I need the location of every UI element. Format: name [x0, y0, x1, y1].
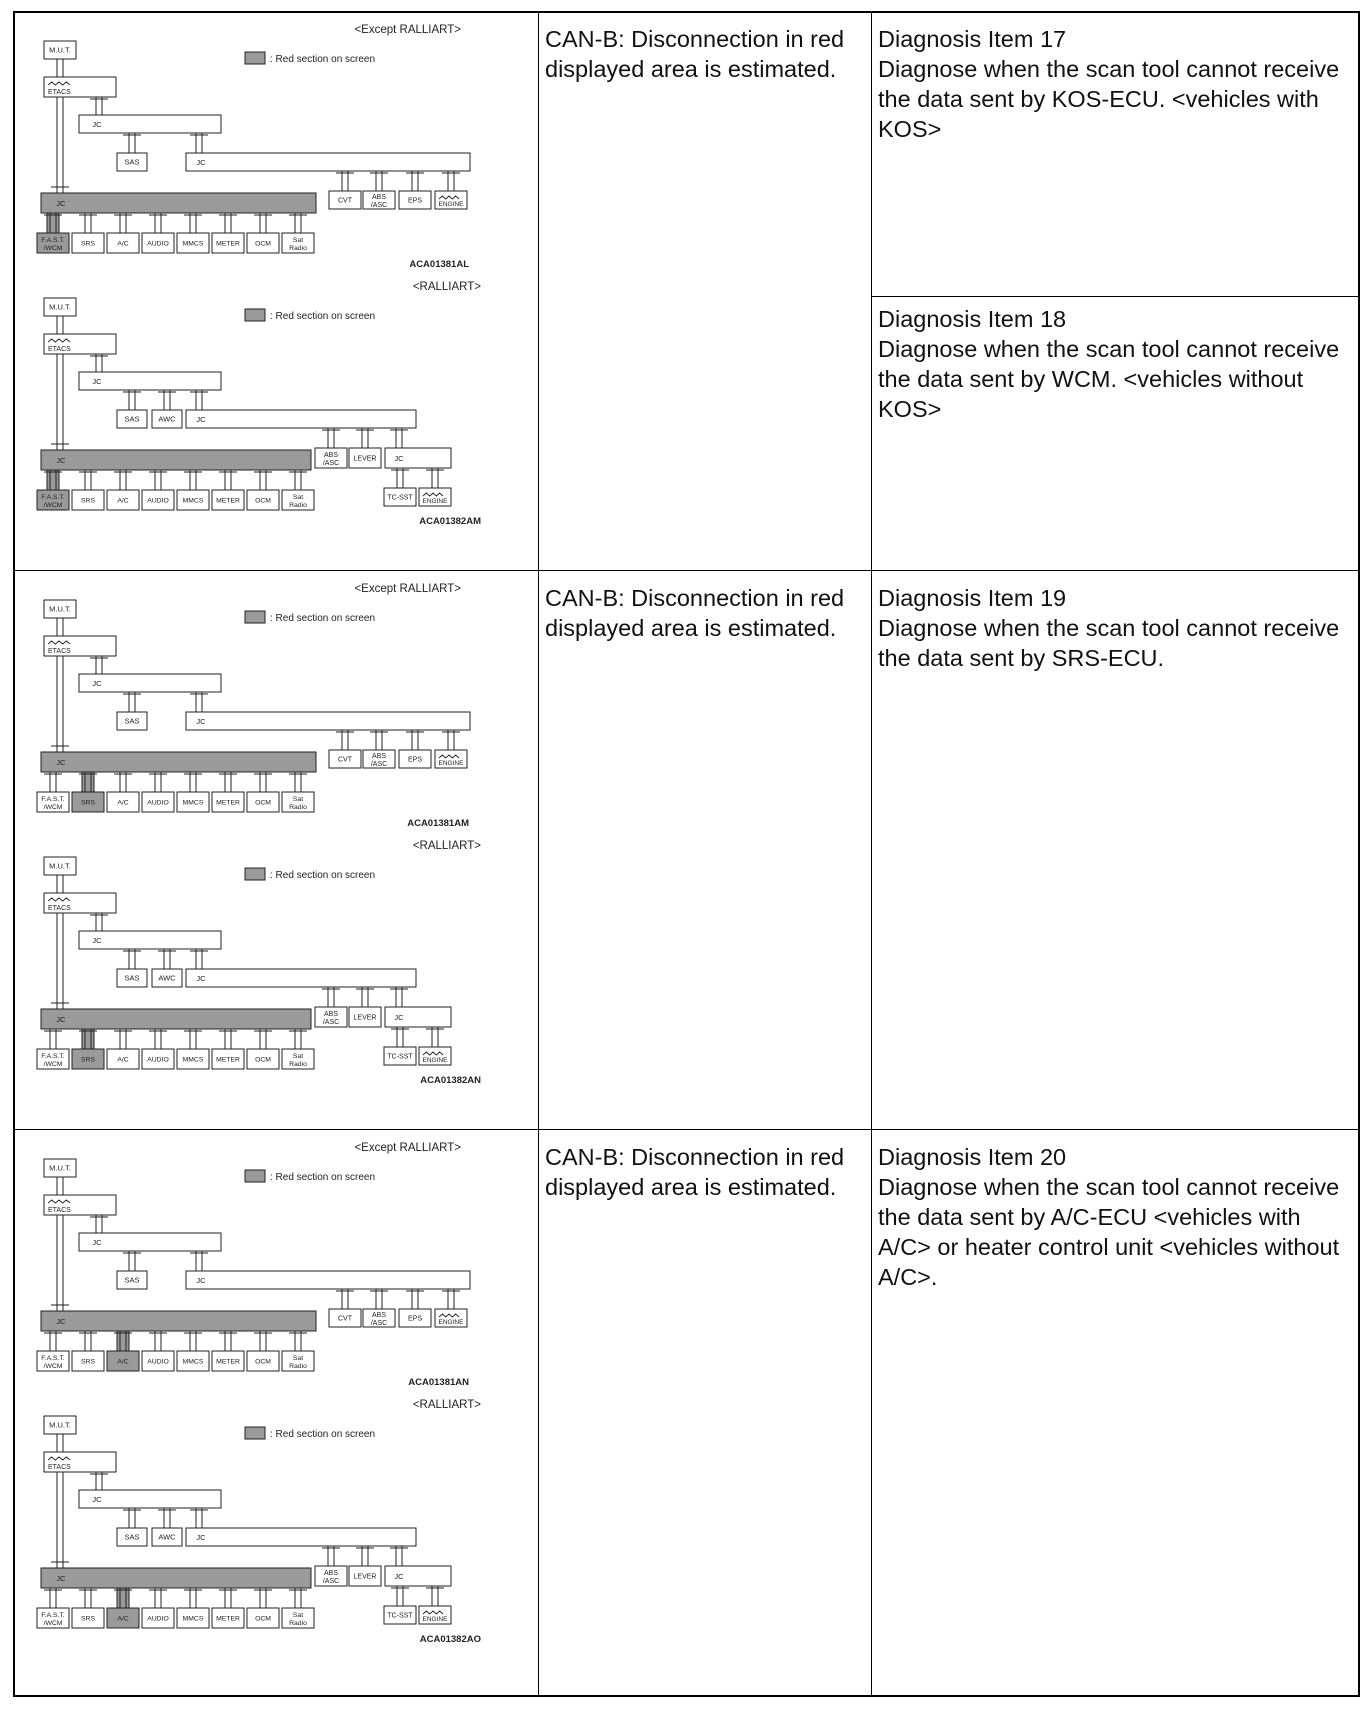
diagram-cell — [19, 574, 541, 1123]
satradio-box-label: Sat — [292, 237, 304, 244]
jc-label: JC — [56, 1015, 66, 1024]
mmcs-box-label: MMCS — [182, 1615, 204, 1623]
abs-box-label: ABS — [371, 1312, 387, 1319]
legend-swatch — [245, 309, 265, 321]
jc-label: JC — [92, 679, 102, 688]
can-bus-diagram — [19, 574, 541, 1123]
fast-box-label: F.A.S.T. — [41, 1612, 65, 1619]
abs-box-label: /ASC — [322, 1019, 340, 1026]
eps-box-label: EPS — [407, 197, 423, 205]
mut-box-label: M.U.T. — [49, 861, 71, 871]
jc-label: JC — [92, 936, 102, 945]
cell-divider — [871, 296, 1358, 297]
jc-label: JC — [196, 1533, 206, 1542]
fast-box-label: /WCM — [43, 244, 63, 252]
diagram-cell — [19, 15, 541, 564]
sas-box-label: SAS — [124, 414, 140, 424]
satradio-box-label: Sat — [292, 796, 304, 803]
satradio-box-label: Radio — [289, 1362, 307, 1370]
highlighted-drop — [82, 1029, 94, 1049]
jc-label: JC — [196, 974, 206, 983]
ac-box-label: A/C — [117, 1056, 129, 1064]
abs-box-label: ABS — [323, 1011, 339, 1018]
legend-text: : Red section on screen — [270, 54, 376, 65]
jc-label: JC — [56, 758, 66, 767]
fast-box-label: /WCM — [43, 803, 63, 811]
jc-label: JC — [56, 1317, 66, 1326]
engine-label: ENGINE — [438, 1319, 464, 1326]
meter-box-label: METER — [216, 1056, 240, 1064]
diagram-code: ACA01381AN — [408, 1377, 469, 1388]
abs-box-label: /ASC — [370, 761, 388, 768]
fast-box-label: /WCM — [43, 1060, 63, 1068]
engine-label: ENGINE — [438, 760, 464, 767]
fast-box-label: /WCM — [43, 1619, 63, 1627]
tcsst-box-label: TC-SST — [387, 494, 413, 502]
diagram-ralliart — [37, 1399, 481, 1645]
highlighted-drop — [47, 213, 59, 233]
awc-box-label: AWC — [158, 414, 176, 424]
diagram-variant-label: <Except RALLIART> — [354, 24, 461, 36]
legend-text: : Red section on screen — [270, 870, 376, 881]
satradio-box-label: Radio — [289, 501, 307, 509]
jc-box — [186, 1528, 416, 1546]
meter-box-label: METER — [216, 497, 240, 505]
audio-box-label: AUDIO — [147, 497, 169, 505]
satradio-box-label: Radio — [289, 1619, 307, 1627]
ac-box-label: A/C — [117, 799, 129, 807]
abs-box-label: /ASC — [322, 1578, 340, 1585]
jc-box — [186, 712, 470, 730]
sas-box-label: SAS — [124, 716, 140, 726]
ac-box-label: A/C — [117, 497, 129, 505]
satradio-box-label: Radio — [289, 803, 307, 811]
abs-box-label: ABS — [323, 452, 339, 459]
audio-box-label: AUDIO — [147, 240, 169, 248]
fast-box-label: F.A.S.T. — [41, 796, 65, 803]
abs-box-label: /ASC — [370, 202, 388, 209]
fast-box-label: F.A.S.T. — [41, 1355, 65, 1362]
diagram-except-ralliart — [37, 24, 470, 270]
satradio-box-label: Sat — [292, 1053, 304, 1060]
diagram-code: ACA01381AM — [407, 818, 469, 829]
jc-main-bus — [41, 450, 311, 470]
audio-box-label: AUDIO — [147, 799, 169, 807]
ac-box-label: A/C — [117, 240, 129, 248]
highlighted-drop — [117, 1331, 129, 1351]
cause-text: CAN-B: Disconnection in red displayed area is estimated. — [545, 1144, 845, 1200]
sas-box-label: SAS — [124, 1532, 140, 1542]
mut-box-label: M.U.T. — [49, 604, 71, 614]
row-divider — [15, 1129, 1358, 1130]
diagram-ralliart — [37, 840, 481, 1086]
diagram-code: ACA01382AM — [419, 516, 481, 527]
row-divider — [15, 570, 1358, 571]
mut-box-label: M.U.T. — [49, 1163, 71, 1173]
ocm-box-label: OCM — [255, 497, 271, 505]
legend-swatch — [245, 1427, 265, 1439]
jc-label: JC — [196, 1276, 206, 1285]
diagram-except-ralliart — [37, 583, 470, 829]
srs-box-label: SRS — [81, 1615, 95, 1623]
diagnosis-table — [13, 11, 1360, 1697]
jc-label: JC — [196, 415, 206, 424]
ocm-box-label: OCM — [255, 799, 271, 807]
meter-box-label: METER — [216, 799, 240, 807]
tcsst-box-label: TC-SST — [387, 1612, 413, 1620]
legend-swatch — [245, 52, 265, 64]
lever-box-label: LEVER — [353, 455, 377, 463]
meter-box-label: METER — [216, 1358, 240, 1366]
mut-box-label: M.U.T. — [49, 302, 71, 312]
engine-label: ENGINE — [422, 1616, 448, 1623]
diagram-code: ACA01381AL — [409, 259, 469, 270]
diagram-variant-label: <Except RALLIART> — [354, 1142, 461, 1154]
cause-text: CAN-B: Disconnection in red displayed area is estimated. — [545, 585, 845, 641]
jc-box — [186, 410, 416, 428]
ac-box-label: A/C — [117, 1615, 129, 1623]
etacs-label: ETACS — [48, 905, 71, 912]
diagram-code: ACA01382AO — [419, 1634, 481, 1645]
can-bus-diagram — [19, 1133, 541, 1682]
jc-label: JC — [394, 1572, 404, 1581]
diagram-ralliart — [37, 281, 481, 527]
meter-box-label: METER — [216, 1615, 240, 1623]
jc-main-bus — [41, 752, 316, 772]
jc-label: JC — [92, 1238, 102, 1247]
jc-main-bus — [41, 1009, 311, 1029]
legend-text: : Red section on screen — [270, 613, 376, 624]
can-bus-diagram — [19, 15, 541, 564]
jc-main-bus — [41, 193, 316, 213]
lever-box-label: LEVER — [353, 1014, 377, 1022]
diagram-variant-label: <RALLIART> — [412, 840, 481, 852]
abs-box-label: /ASC — [370, 1320, 388, 1327]
mmcs-box-label: MMCS — [182, 1358, 204, 1366]
eps-box-label: EPS — [407, 1315, 423, 1323]
etacs-label: ETACS — [48, 1464, 71, 1471]
audio-box-label: AUDIO — [147, 1056, 169, 1064]
fast-box-label: /WCM — [43, 501, 63, 509]
jc-main-bus — [41, 1568, 311, 1588]
diagnosis-item-text: Diagnosis Item 19 Diagnose when the scan tool cannot receive the data sent by SRS-ECU. — [878, 585, 1340, 671]
legend-text: : Red section on screen — [270, 311, 376, 322]
satradio-box-label: Sat — [292, 1355, 304, 1362]
sas-box-label: SAS — [124, 973, 140, 983]
meter-box-label: METER — [216, 240, 240, 248]
etacs-label: ETACS — [48, 1207, 71, 1214]
jc-label: JC — [394, 454, 404, 463]
cvt-box-label: CVT — [338, 1315, 352, 1323]
fast-box-label: F.A.S.T. — [41, 237, 65, 244]
fast-box-label: /WCM — [43, 1362, 63, 1370]
legend-swatch — [245, 1170, 265, 1182]
fast-box-label: F.A.S.T. — [41, 1053, 65, 1060]
diagnosis-item-text: Diagnosis Item 20 Diagnose when the scan tool cannot receive the data sent by A/C-ECU <vehicles with A/C> or heater control unit <vehicles without A/C>. — [878, 1144, 1340, 1290]
jc-label: JC — [92, 120, 102, 129]
jc-label: JC — [92, 377, 102, 386]
mut-box-label: M.U.T. — [49, 45, 71, 55]
legend-swatch — [245, 611, 265, 623]
mmcs-box-label: MMCS — [182, 799, 204, 807]
mut-box-label: M.U.T. — [49, 1420, 71, 1430]
satradio-box-label: Radio — [289, 244, 307, 252]
highlighted-drop — [82, 772, 94, 792]
srs-box-label: SRS — [81, 240, 95, 248]
jc-box — [186, 969, 416, 987]
jc-label: JC — [394, 1013, 404, 1022]
sas-box-label: SAS — [124, 1275, 140, 1285]
diagram-variant-label: <RALLIART> — [412, 281, 481, 293]
jc-label: JC — [56, 1574, 66, 1583]
satradio-box-label: Sat — [292, 494, 304, 501]
srs-box-label: SRS — [81, 799, 95, 807]
srs-box-label: SRS — [81, 497, 95, 505]
jc-label: JC — [56, 456, 66, 465]
mmcs-box-label: MMCS — [182, 240, 204, 248]
fast-box-label: F.A.S.T. — [41, 494, 65, 501]
jc-label: JC — [196, 717, 206, 726]
highlighted-drop — [47, 470, 59, 490]
diagram-cell — [19, 1133, 541, 1682]
diagram-variant-label: <Except RALLIART> — [354, 583, 461, 595]
column-divider — [871, 13, 872, 1695]
etacs-label: ETACS — [48, 648, 71, 655]
jc-box — [186, 153, 470, 171]
ocm-box-label: OCM — [255, 1056, 271, 1064]
audio-box-label: AUDIO — [147, 1358, 169, 1366]
jc-label: JC — [56, 199, 66, 208]
ac-box-label: A/C — [117, 1358, 129, 1366]
mmcs-box-label: MMCS — [182, 497, 204, 505]
engine-label: ENGINE — [422, 498, 448, 505]
jc-label: JC — [196, 158, 206, 167]
sas-box-label: SAS — [124, 157, 140, 167]
diagnosis-item-text: Diagnosis Item 17 Diagnose when the scan tool cannot receive the data sent by KOS-ECU. <vehicles with KOS> — [878, 26, 1340, 142]
awc-box-label: AWC — [158, 1532, 176, 1542]
srs-box-label: SRS — [81, 1358, 95, 1366]
mmcs-box-label: MMCS — [182, 1056, 204, 1064]
etacs-label: ETACS — [48, 89, 71, 96]
jc-label: JC — [92, 1495, 102, 1504]
legend-text: : Red section on screen — [270, 1172, 376, 1183]
eps-box-label: EPS — [407, 756, 423, 764]
audio-box-label: AUDIO — [147, 1615, 169, 1623]
legend-text: : Red section on screen — [270, 1429, 376, 1440]
abs-box-label: ABS — [323, 1570, 339, 1577]
engine-label: ENGINE — [438, 201, 464, 208]
tcsst-box-label: TC-SST — [387, 1053, 413, 1061]
jc-box — [186, 1271, 470, 1289]
highlighted-drop — [117, 1588, 129, 1608]
engine-label: ENGINE — [422, 1057, 448, 1064]
jc-main-bus — [41, 1311, 316, 1331]
diagnosis-item-text: Diagnosis Item 18 Diagnose when the scan tool cannot receive the data sent by WCM. <vehicles without KOS> — [878, 306, 1340, 422]
abs-box-label: /ASC — [322, 460, 340, 467]
ocm-box-label: OCM — [255, 1358, 271, 1366]
cause-text: CAN-B: Disconnection in red displayed area is estimated. — [545, 26, 845, 82]
ocm-box-label: OCM — [255, 240, 271, 248]
diagram-variant-label: <RALLIART> — [412, 1399, 481, 1411]
cvt-box-label: CVT — [338, 756, 352, 764]
etacs-label: ETACS — [48, 346, 71, 353]
awc-box-label: AWC — [158, 973, 176, 983]
ocm-box-label: OCM — [255, 1615, 271, 1623]
diagram-code: ACA01382AN — [420, 1075, 481, 1086]
srs-box-label: SRS — [81, 1056, 95, 1064]
legend-swatch — [245, 868, 265, 880]
abs-box-label: ABS — [371, 194, 387, 201]
lever-box-label: LEVER — [353, 1573, 377, 1581]
satradio-box-label: Radio — [289, 1060, 307, 1068]
cvt-box-label: CVT — [338, 197, 352, 205]
satradio-box-label: Sat — [292, 1612, 304, 1619]
diagram-except-ralliart — [37, 1142, 470, 1388]
abs-box-label: ABS — [371, 753, 387, 760]
